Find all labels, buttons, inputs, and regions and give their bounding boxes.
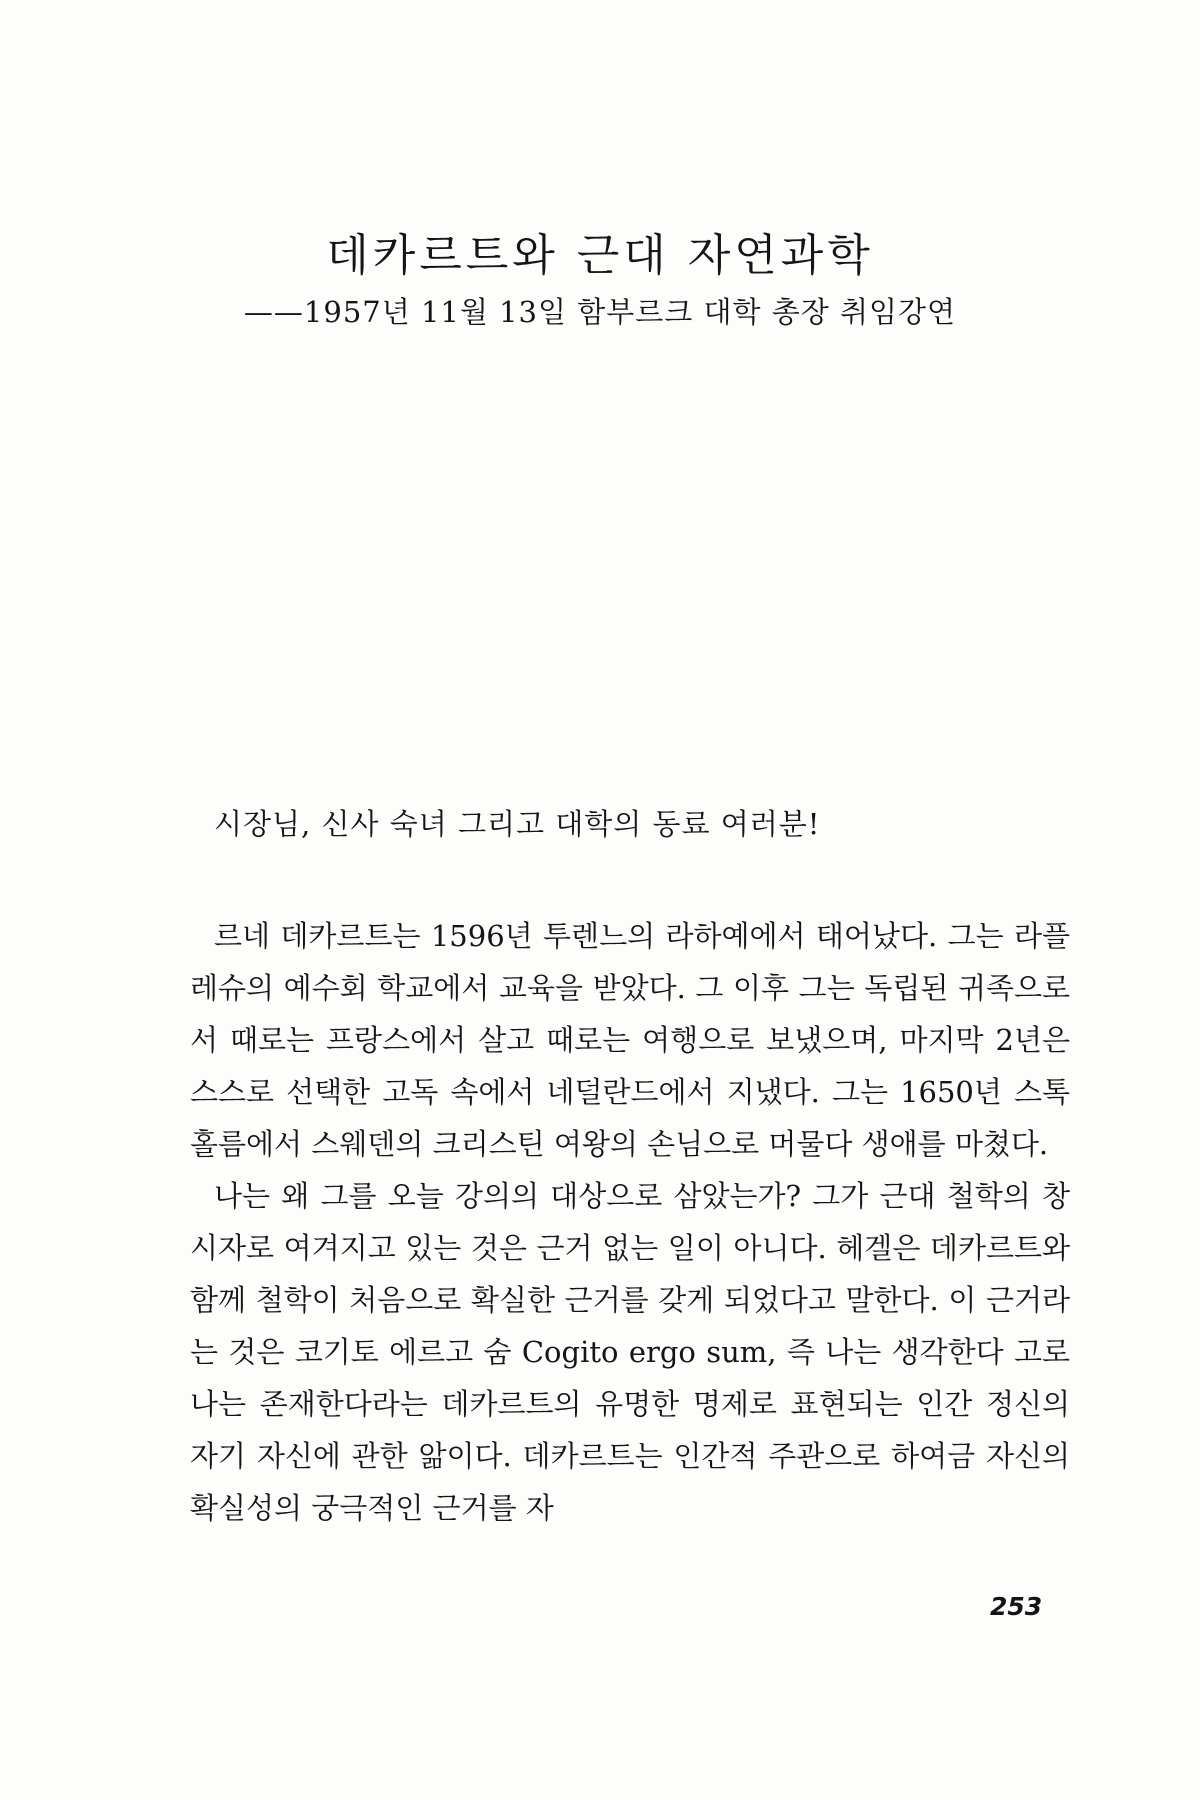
body-text [190,910,1070,1534]
paragraph: 나는 왜 그를 오늘 강의의 대상으로 삼았는가? 그가 근대 철학의 창시자로 여겨지고 있는 것은 근거 없는 일이 아니다. 헤겔은 데카르트와 함께 철학이 처음으로 확실한 근거를 갖게 되었다고 말한다. 이 근거라는 것은 코기토 에르고 숨 Cogito ergo sum, 즉 나는 생각한다 고로 나는 존재한다라는 데카르트의 유명한 명제로 표현되는 인간 정신의 자기 자신에 관한 앎이다. 데카르트는 인간적 주관으로 하여금 자신의 확실성의 궁극적인 근거를 자 [190,1179,1070,1525]
paragraph: 르네 데카르트는 1596년 투렌느의 라하예에서 태어났다. 그는 라플레슈의 예수회 학교에서 교육을 받았다. 그 이후 그는 독립된 귀족으로서 때로는 프랑스에서 살고 때로는 여행으로 보냈으며, 마지막 2년은 스스로 선택한 고독 속에서 네덜란드에서 지냈다. 그는 1650년 스톡홀름에서 스웨덴의 크리스틴 여왕의 손님으로 머물다 생애를 마쳤다. [190,919,1070,1161]
greeting-line: 시장님, 신사 숙녀 그리고 대학의 동료 여러분! [214,807,821,841]
chapter-title: 데카르트와 근대 자연과학 [326,230,874,281]
page-number: 253 [990,1592,1043,1621]
chapter-subtitle: ——1957년 11월 13일 함부르크 대학 총장 취임강연 [243,295,957,329]
